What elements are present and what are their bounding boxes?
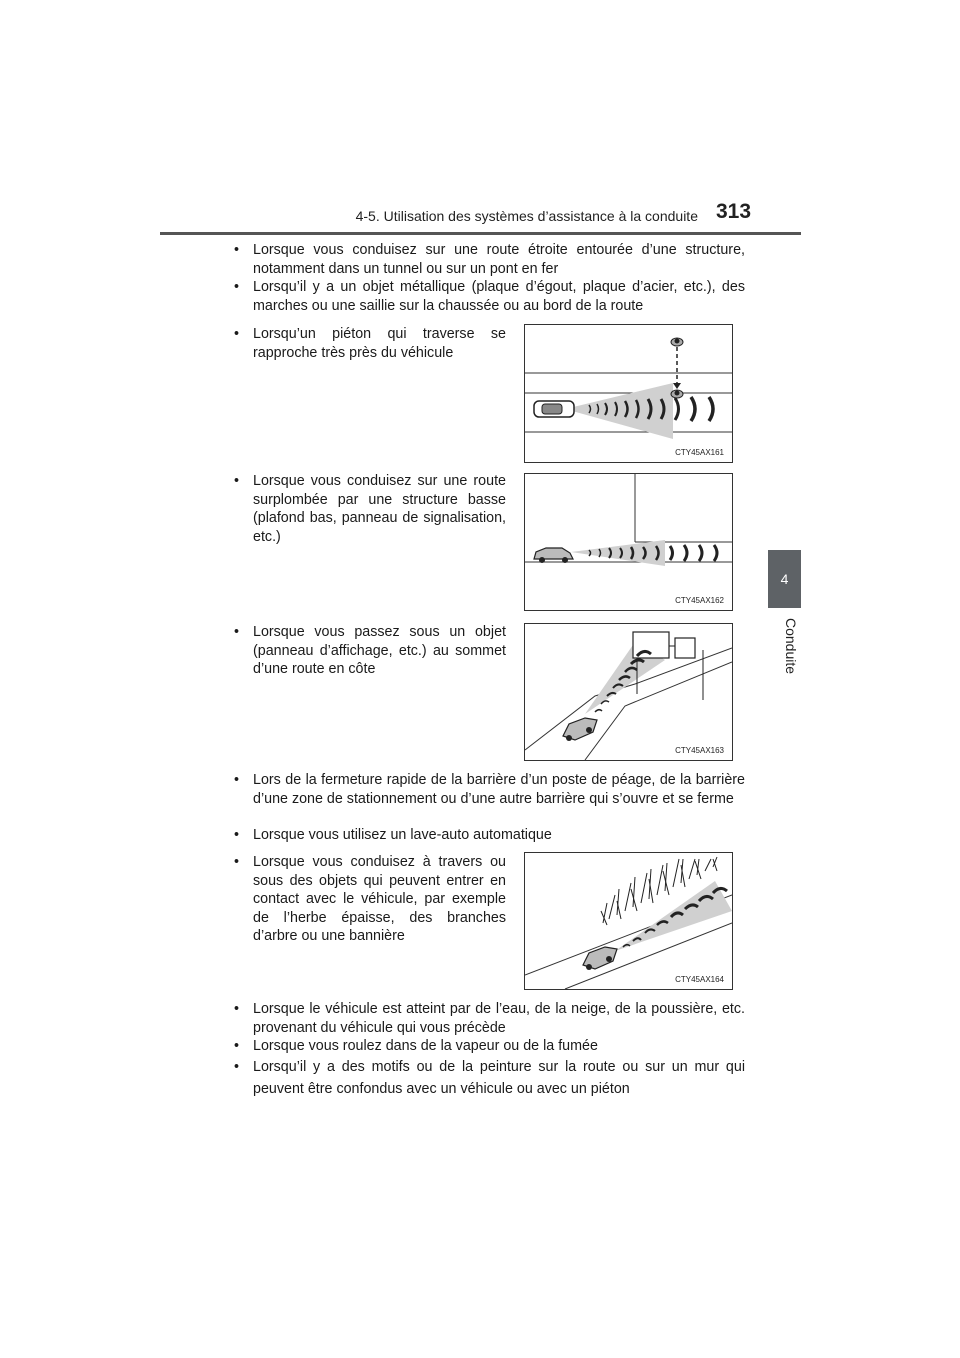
grass-illustration: [525, 853, 732, 989]
chapter-label: Conduite: [783, 618, 799, 675]
list-item: • Lorsque vous conduisez à travers ou sous des objets qui peuvent entrer en contact avec le véhicule, par exemple de l’herbe épaisse, des branches d’arbre ou une bannière: [234, 854, 506, 944]
list-item-text: Lorsque vous conduisez à travers ou sous des objets qui peuvent entrer en contact avec le véhicule, par exemple de l’herbe épaisse, des branches d’arbre ou une bannière: [253, 854, 506, 944]
figure-thick-grass: [524, 852, 733, 990]
list-item: • Lorsque vous conduisez sur une route étroite entourée d’une structure, notamment dans un tunnel ou sur un pont en fer: [234, 242, 745, 277]
list-item: • Lorsqu’il y a des motifs ou de la peinture sur la route ou sur un mur qui peuvent être confondus avec un véhicule ou avec un piéton: [234, 1056, 745, 1100]
car-icon: [563, 718, 597, 741]
list-item-text: Lorsque vous passez sous un objet (panneau d’affichage, etc.) au sommet d’une route en côte: [253, 624, 506, 677]
list-item: • Lorsqu’un piéton qui traverse se rapproche très près du véhicule: [234, 326, 506, 361]
figure-code: CTY45AX161: [675, 448, 724, 457]
list-item-text: Lorsque le véhicule est atteint par de l’eau, de la neige, de la poussière, etc. provenant du véhicule qui vous précède: [253, 1001, 745, 1036]
low-structure-illustration: [525, 474, 732, 610]
list-item: • Lors de la fermeture rapide de la barrière d’un poste de péage, de la barrière d’une zone de stationnement ou d’une autre barrière qui s’ouvre et se ferme: [234, 772, 745, 807]
list-item-text: Lorsque vous utilisez un lave-auto automatique: [253, 827, 552, 843]
car-icon: [534, 401, 574, 417]
list-item-text: Lorsque vous conduisez sur une route étroite entourée d’une structure, notamment dans un tunnel ou sur un pont en fer: [253, 242, 745, 277]
list-item-text: Lorsque vous conduisez sur une route surplombée par une structure basse (plafond bas, panneau de signalisation, etc.): [253, 473, 506, 545]
page-number: 313: [716, 200, 752, 223]
list-item: • Lorsque vous utilisez un lave-auto automatique: [234, 826, 745, 845]
list-item: • Lorsque le véhicule est atteint par de l’eau, de la neige, de la poussière, etc. provenant du véhicule qui vous précède: [234, 1001, 745, 1036]
list-item: • Lorsque vous conduisez sur une route surplombée par une structure basse (plafond bas, panneau de signalisation, etc.): [234, 473, 506, 545]
list-item-text: Lorsque vous roulez dans de la vapeur ou de la fumée: [253, 1038, 598, 1054]
list-item: • Lorsque vous roulez dans de la vapeur ou de la fumée: [234, 1037, 745, 1056]
list-item-text: Lorsqu’il y a un objet métallique (plaque d’égout, plaque d’acier, etc.), des marches ou une saillie sur la chaussée ou au bord de la route: [253, 279, 745, 314]
figure-pedestrian-crossing: [524, 324, 733, 463]
header-divider: [160, 232, 801, 235]
figure-code: CTY45AX164: [675, 975, 724, 984]
list-item-text: Lorsqu’il y a des motifs ou de la peinture sur la route ou sur un mur qui peuvent être confondus avec un véhicule ou avec un piéton: [253, 1059, 745, 1097]
figure-low-structure: [524, 473, 733, 611]
figure-code: CTY45AX162: [675, 596, 724, 605]
list-item: • Lorsqu’il y a un objet métallique (plaque d’égout, plaque d’acier, etc.), des marches ou une saillie sur la chaussée ou au bord de la route: [234, 279, 745, 314]
car-icon: [534, 548, 573, 563]
hill-sign-illustration: [525, 624, 732, 760]
chapter-tab: 4: [768, 550, 801, 608]
figure-code: CTY45AX163: [675, 746, 724, 755]
section-title: 4-5. Utilisation des systèmes d’assistance à la conduite: [355, 208, 698, 224]
list-item-text: Lors de la fermeture rapide de la barrière d’un poste de péage, de la barrière d’une zone de stationnement ou d’une autre barrière qui s’ouvre et se ferme: [253, 772, 745, 807]
list-item-text: Lorsqu’un piéton qui traverse se rapproche très près du véhicule: [253, 326, 506, 361]
pedestrian-illustration: [525, 325, 732, 462]
figure-hill-sign: [524, 623, 733, 761]
list-item: • Lorsque vous passez sous un objet (panneau d’affichage, etc.) au sommet d’une route en côte: [234, 624, 506, 677]
